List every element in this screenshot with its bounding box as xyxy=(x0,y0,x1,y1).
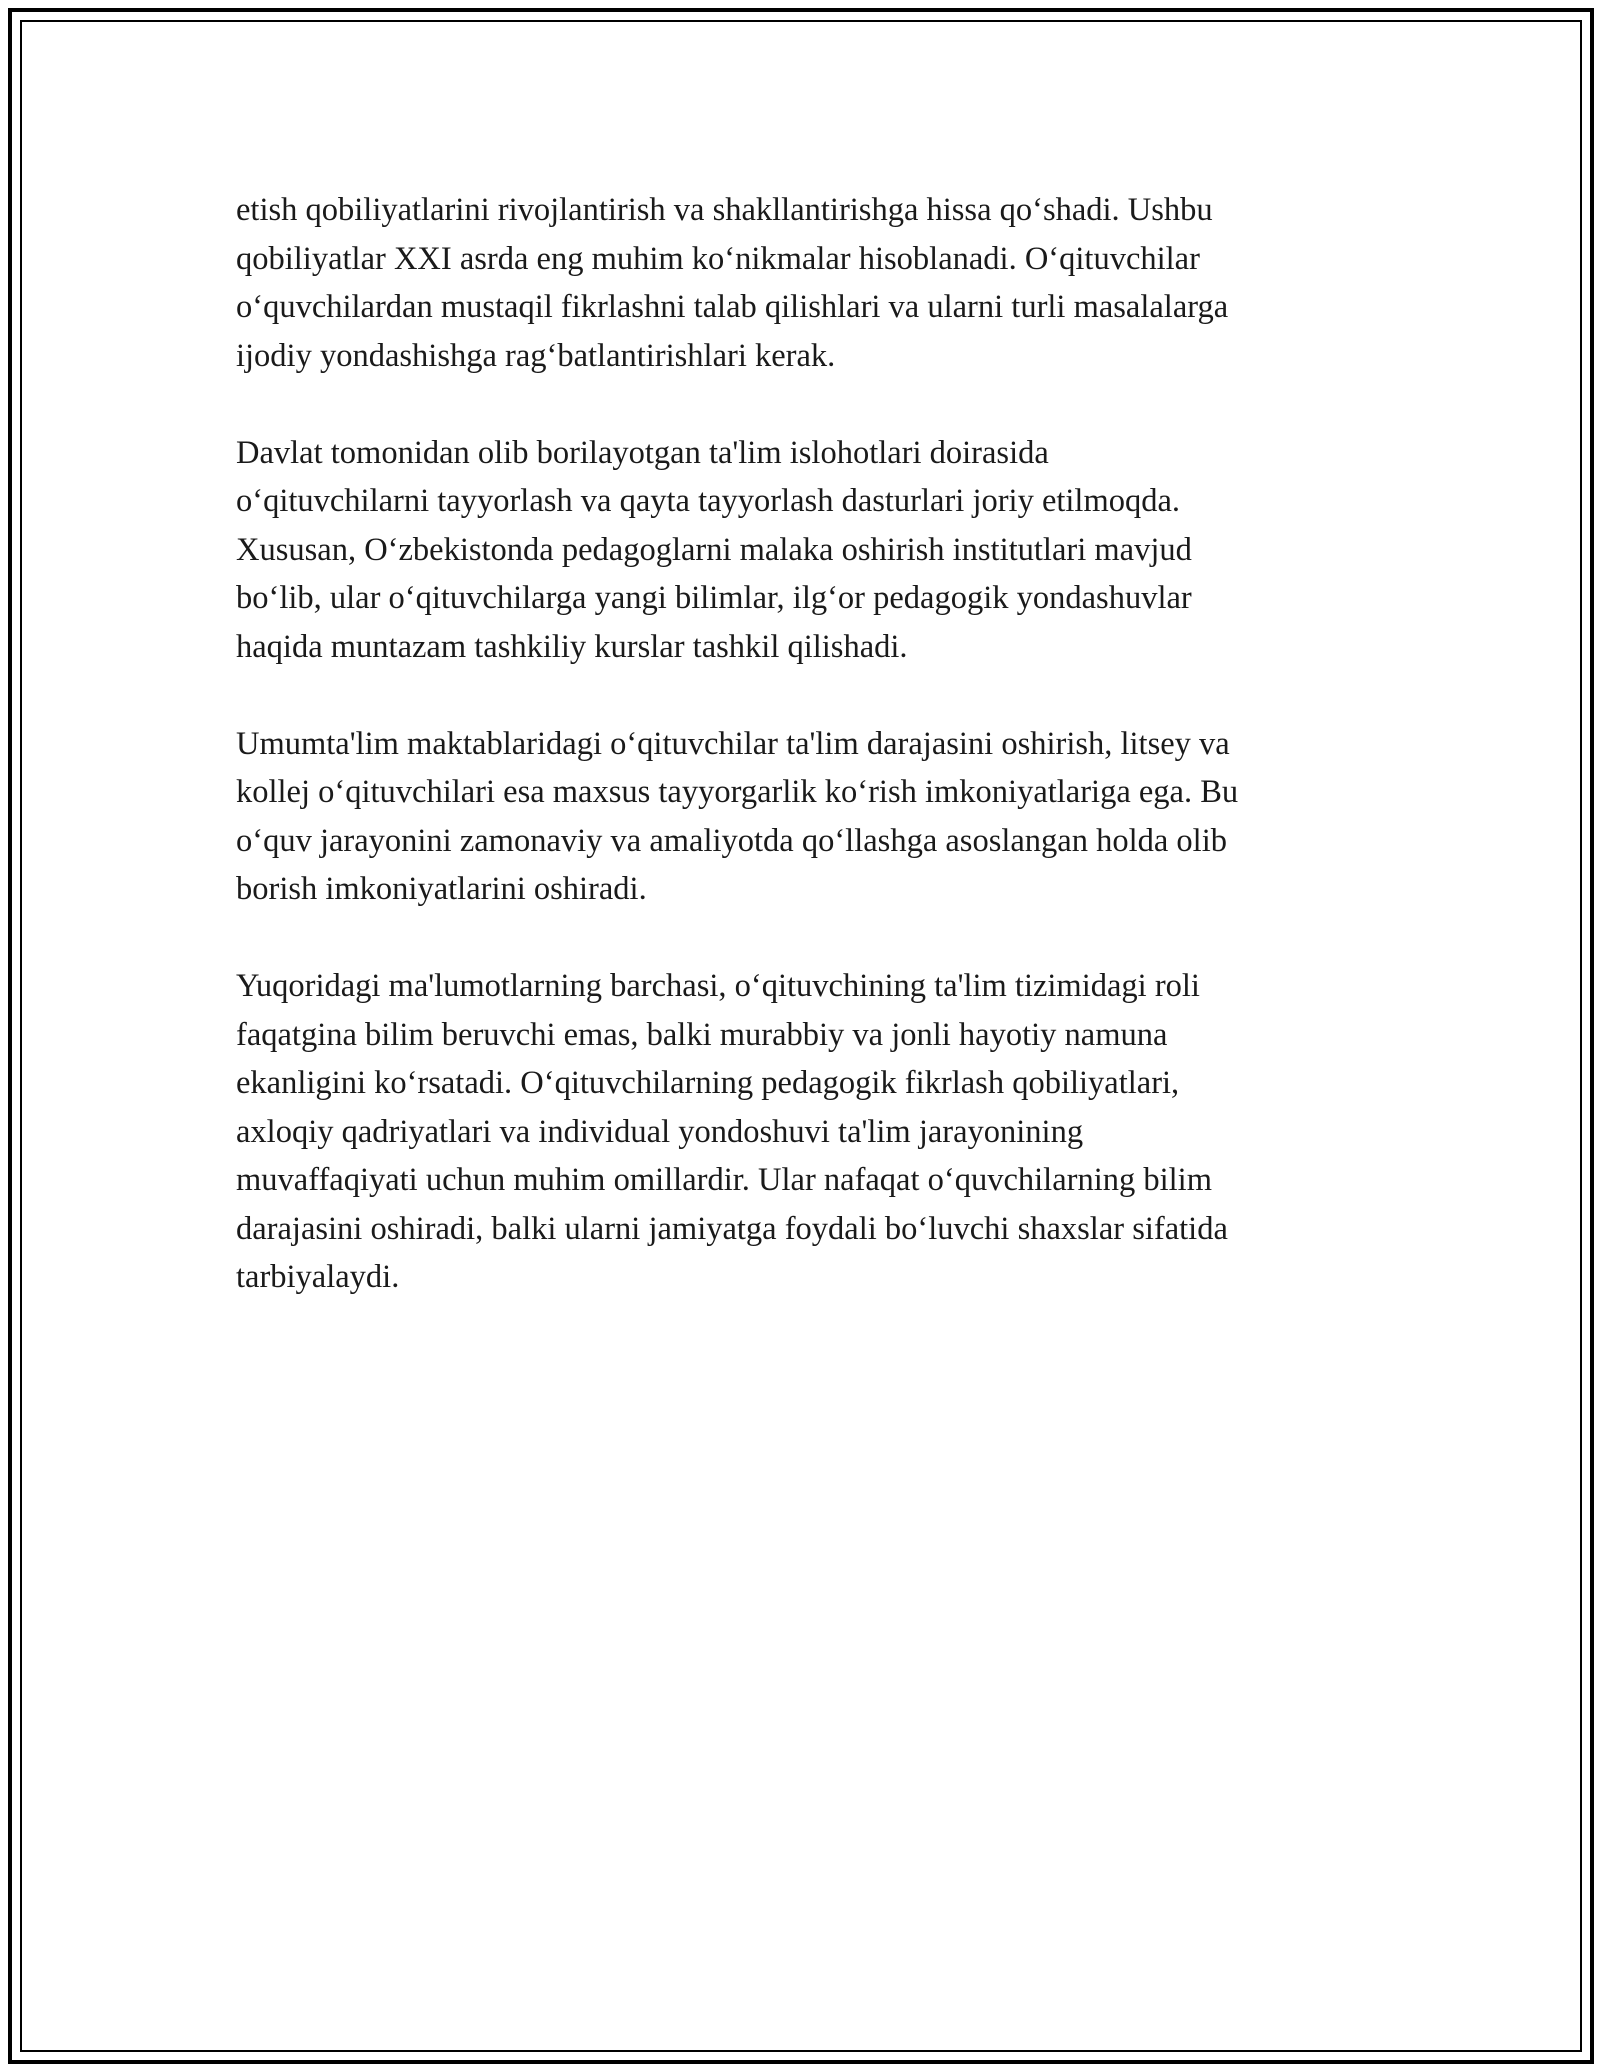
text-line: bo‘lib, ular o‘qituvchilarga yangi bilimlar, ilg‘or pedagogik yondashuvlar xyxy=(236,580,1192,616)
text-line: Davlat tomonidan olib borilayotgan ta'lim islohotlari doirasida xyxy=(236,434,1049,471)
text-line: Yuqoridagi ma'lumotlarning barchasi, o‘qituvchining ta'lim tizimidagi roli xyxy=(236,968,1200,1004)
paragraph xyxy=(236,186,1376,380)
document-body xyxy=(236,186,1376,1350)
text-line: o‘qituvchilarni tayyorlash va qayta tayyorlash dasturlari joriy etilmoqda. xyxy=(236,483,1181,519)
text-line: qobiliyatlar XXI asrda eng muhim ko‘nikmalar hisoblanadi. O‘qituvchilar xyxy=(236,240,1200,277)
text-line: ekanligini ko‘rsatadi. O‘qituvchilarning pedagogik fikrlash qobiliyatlari, xyxy=(236,1065,1180,1101)
text-line: borish imkoniyatlarini oshiradi. xyxy=(236,871,647,907)
text-line: kollej o‘qituvchilari esa maxsus tayyorgarlik ko‘rish imkoniyatlariga ega. Bu xyxy=(236,774,1239,810)
paragraph xyxy=(236,962,1376,1302)
paragraph xyxy=(236,429,1376,672)
text-line: haqida muntazam tashkiliy kurslar tashkil qilishadi. xyxy=(236,628,908,665)
paragraph xyxy=(236,720,1376,914)
text-line: o‘quvchilardan mustaqil fikrlashni talab qilishlari va ularni turli masalalarga xyxy=(236,289,1229,325)
text-line: faqatgina bilim beruvchi emas, balki murabbiy va jonli hayotiy namuna xyxy=(236,1016,1168,1053)
text-line: axloqiy qadriyatlari va individual yondoshuvi ta'lim jarayonining xyxy=(236,1113,1084,1150)
text-line: ijodiy yondashishga rag‘batlantirishlari kerak. xyxy=(236,337,836,374)
text-line: Xususan, O‘zbekistonda pedagoglarni malaka oshirish institutlari mavjud xyxy=(236,531,1192,568)
text-line: etish qobiliyatlarini rivojlantirish va shakllantirishga hissa qo‘shadi. Ushbu xyxy=(236,192,1213,228)
text-line: o‘quv jarayonini zamonaviy va amaliyotda qo‘llashga asoslangan holda olib xyxy=(236,822,1227,859)
text-line: Umumta'lim maktablaridagi o‘qituvchilar ta'lim darajasini oshirish, litsey va xyxy=(236,725,1230,762)
text-line: muvaffaqiyati uchun muhim omillardir. Ular nafaqat o‘quvchilarning bilim xyxy=(236,1162,1212,1198)
text-line: tarbiyalaydi. xyxy=(236,1259,400,1295)
text-line: darajasini oshiradi, balki ularni jamiyatga foydali bo‘luvchi shaxslar sifatida xyxy=(236,1210,1228,1247)
